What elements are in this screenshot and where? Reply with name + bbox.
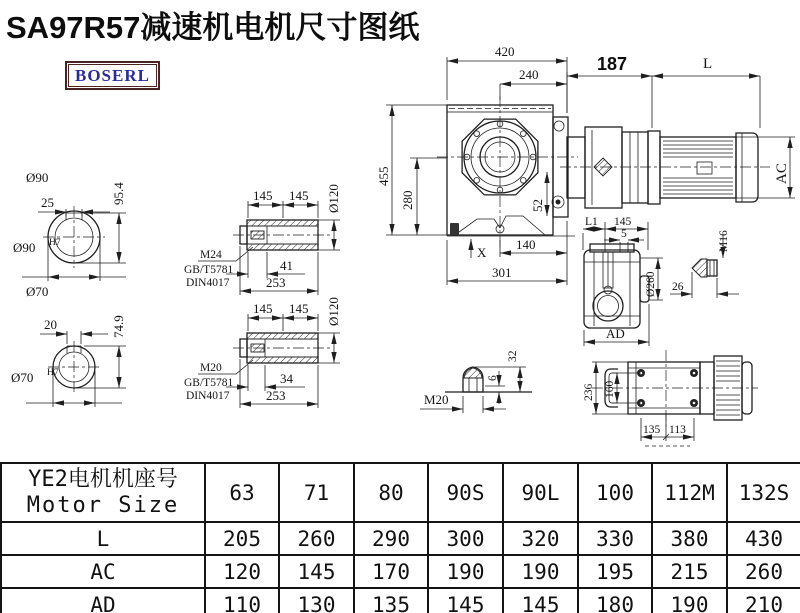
dim-value: 190	[428, 555, 503, 588]
shaft-end-view-70	[11, 284, 126, 407]
dim-135: 135	[643, 424, 661, 436]
dim-length-253-a: 253	[266, 275, 286, 290]
motor-size-header-en: Motor Size	[26, 493, 180, 518]
label-standard-din-a: DIN4017	[186, 277, 230, 289]
size-header: 63	[205, 463, 279, 522]
dim-value: 215	[652, 555, 727, 588]
dim-bore-90-tolerance: H7	[49, 238, 61, 248]
dim-ad: AD	[606, 326, 625, 341]
size-header: 132S	[727, 463, 800, 522]
dim-value: 135	[354, 588, 428, 613]
dim-value: 170	[354, 555, 428, 588]
table-row-ac	[1, 555, 800, 588]
dim-value: 145	[428, 588, 503, 613]
gearbox-front-view	[376, 44, 578, 285]
hollow-shaft-section-m24	[184, 184, 341, 295]
dim-145-a: 145	[253, 188, 273, 203]
dim-value: 190	[652, 588, 727, 613]
dim-value: 380	[652, 522, 727, 555]
dim-236: 236	[583, 383, 595, 401]
dim-length-253-b: 253	[266, 388, 286, 403]
dim-26: 26	[672, 281, 684, 293]
label-standard-gb-b: GB/T5781	[184, 377, 234, 389]
label-thread-m20-plug: M20	[424, 392, 449, 407]
dim-key-width-70: 20	[44, 317, 57, 332]
dim-value: 190	[503, 555, 578, 588]
dim-key-height-70: 74.9	[111, 315, 126, 338]
dim-145-b: 145	[289, 188, 309, 203]
dim-113: 113	[669, 424, 686, 436]
size-header: 80	[354, 463, 428, 522]
gearbox-side-view	[583, 216, 663, 346]
dim-key-height-90: 95.4	[111, 182, 126, 205]
dim-l1: L1	[585, 216, 598, 228]
dim-value: 330	[578, 522, 652, 555]
plug-detail-m20	[420, 350, 532, 413]
dim-motor-diameter-ac: AC	[774, 163, 790, 184]
dim-value: 130	[279, 588, 354, 613]
dim-6: 6	[487, 375, 499, 381]
dim-187: 187	[597, 54, 628, 74]
brand-logo-text: BOSERL	[68, 64, 157, 87]
dim-301: 301	[492, 265, 512, 280]
motor-side-view	[560, 54, 795, 208]
page-title: SA97R57减速机电机尺寸图纸	[6, 10, 420, 45]
row-label-ac: AC	[1, 555, 205, 588]
table-row-l	[1, 522, 800, 555]
motor-size-header-cell	[1, 463, 205, 522]
label-standard-din-b: DIN4017	[186, 390, 230, 402]
dim-motor-length-l: L	[703, 56, 713, 72]
dim-bore-70-tolerance: H7	[47, 368, 59, 378]
dim-5: 5	[621, 228, 627, 240]
dim-145-d: 145	[289, 301, 309, 316]
dim-value: 180	[578, 588, 652, 613]
dim-value: 210	[727, 588, 800, 613]
dim-key-width-90: 25	[41, 195, 54, 210]
dim-bore-90: Ø90	[13, 240, 36, 255]
row-label-l: L	[1, 522, 205, 555]
gearbox-top-view	[583, 350, 758, 446]
dim-depth-34: 34	[280, 371, 293, 386]
dim-value: 145	[503, 588, 578, 613]
row-label-ad: AD	[1, 588, 205, 613]
table-row-ad	[1, 588, 800, 613]
motor-size-header-cn: YE2电机机座号	[28, 467, 178, 492]
dim-od-260: Ø260	[645, 271, 657, 297]
plug-detail-m16	[670, 230, 739, 298]
label-thread-m24: M24	[200, 249, 222, 261]
dim-value: 260	[279, 522, 354, 555]
label-thread-m20: M20	[200, 362, 222, 374]
motor-size-table	[0, 462, 800, 613]
size-header: 90L	[503, 463, 578, 522]
dim-od-120-a: Ø120	[326, 184, 341, 213]
dim-value: 300	[428, 522, 503, 555]
label-standard-gb-a: GB/T5781	[184, 264, 234, 276]
dim-height-280: 280	[400, 190, 415, 210]
dim-x: X	[477, 245, 487, 260]
shaft-end-view-90	[13, 170, 126, 281]
size-header: 112M	[652, 463, 727, 522]
dim-value: 205	[205, 522, 279, 555]
dim-shaft-od-90: Ø90	[26, 170, 49, 185]
dim-width-240: 240	[519, 67, 539, 82]
dim-depth-41: 41	[280, 258, 293, 273]
size-header: 71	[279, 463, 354, 522]
dim-140: 140	[516, 237, 536, 252]
dim-height-455: 455	[376, 166, 391, 186]
dim-32: 32	[507, 350, 519, 362]
dim-145-c: 145	[253, 301, 273, 316]
dim-52: 52	[530, 199, 545, 212]
dim-width-420: 420	[495, 44, 515, 59]
dim-value: 260	[727, 555, 800, 588]
dim-value: 320	[503, 522, 578, 555]
dim-value: 195	[578, 555, 652, 588]
label-thread-m16: M16	[718, 230, 730, 252]
size-header: 90S	[428, 463, 503, 522]
dim-value: 110	[205, 588, 279, 613]
dim-value: 430	[727, 522, 800, 555]
dim-bore-70: Ø70	[11, 370, 34, 385]
dim-145-side: 145	[614, 216, 632, 228]
hollow-shaft-section-m20	[184, 297, 341, 408]
dim-shaft-od-70: Ø70	[26, 284, 49, 299]
dim-value: 290	[354, 522, 428, 555]
table-header-row	[1, 463, 800, 522]
dim-160: 160	[604, 380, 616, 398]
size-header: 100	[578, 463, 652, 522]
dim-value: 145	[279, 555, 354, 588]
dim-value: 120	[205, 555, 279, 588]
dim-od-120-b: Ø120	[326, 297, 341, 326]
